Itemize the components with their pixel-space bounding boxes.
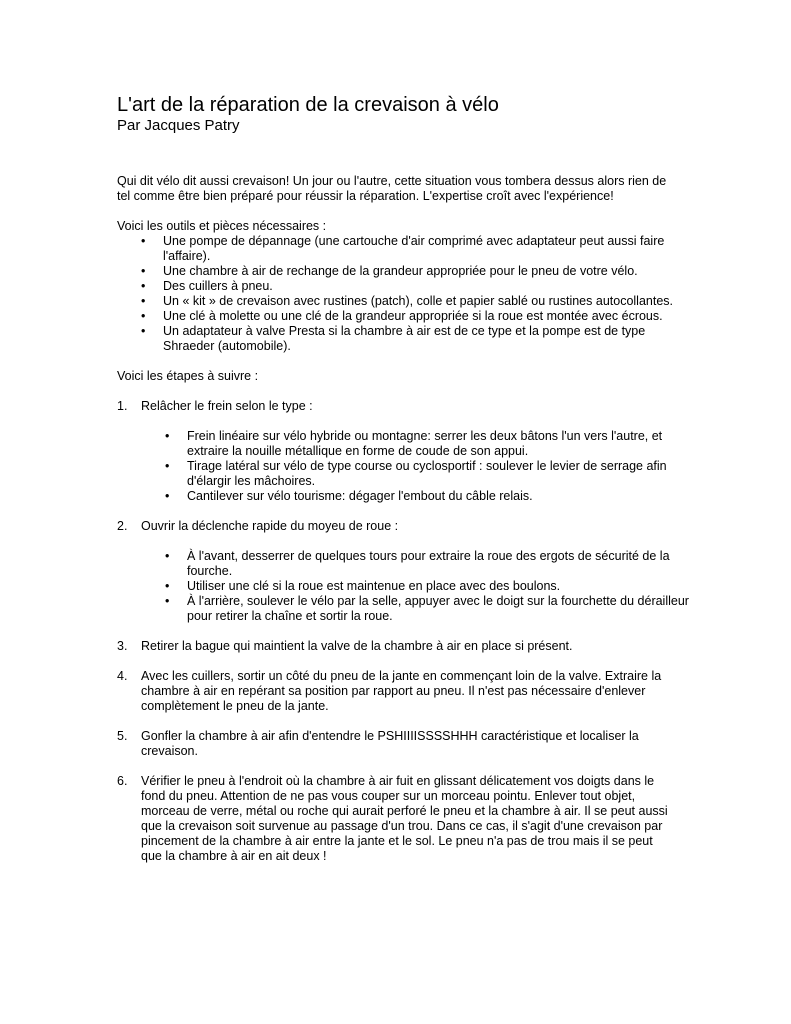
step-2-sublist: [165, 549, 701, 624]
document-page: [117, 93, 689, 879]
list-item: • Une chambre à air de rechange de la grandeur appropriée pour le pneu de votre vélo.: [117, 264, 677, 279]
step-5: [117, 729, 677, 759]
step-number: 5.: [117, 729, 128, 743]
list-item: • Une clé à molette ou une clé de la grandeur appropriée si la roue est montée avec écrous.: [117, 309, 677, 324]
step-3: [117, 639, 677, 654]
list-item: • Des cuillers à pneu.: [117, 279, 677, 294]
tools-lead: Voici les outils et pièces nécessaires :: [117, 219, 327, 233]
step-4: [117, 669, 677, 714]
step-number: 3.: [117, 639, 128, 653]
step-number: 6.: [117, 774, 128, 788]
step-number: 4.: [117, 669, 128, 683]
document-author: Par Jacques Patry: [117, 117, 240, 134]
list-item: • Utiliser une clé si la roue est maintenue en place avec des boulons.: [165, 579, 701, 594]
list-item: • Un « kit » de crevaison avec rustines (patch), colle et papier sablé ou rustines autocollantes.: [117, 294, 677, 309]
step-1-sublist: [165, 429, 701, 504]
tools-list: [117, 234, 677, 354]
step-number: 2.: [117, 519, 128, 533]
step-6: [117, 774, 677, 864]
intro-paragraph: Qui dit vélo dit aussi crevaison! Un jour ou l'autre, cette situation vous tombera dessus alors rien de tel comme être bien préparé pour réussir la réparation. L'expertise croît avec l'expérience!: [117, 174, 667, 203]
step-text: Ouvrir la déclenche rapide du moyeu de roue :: [141, 519, 399, 533]
list-item: • Tirage latéral sur vélo de type course ou cyclosportif : soulever le levier de serrage afin d'élargir les mâchoires.: [165, 459, 701, 489]
steps-list: [117, 399, 689, 864]
step-text: Retirer la bague qui maintient la valve de la chambre à air en place si présent.: [141, 639, 573, 653]
step-text: Gonfler la chambre à air afin d'entendre le PSHIIIISSSSHHH caractéristique et localiser la crevaison.: [141, 729, 639, 758]
list-item: • À l'arrière, soulever le vélo par la selle, appuyer avec le doigt sur la fourchette du dérailleur pour retirer la chaîne et sortir la roue.: [165, 594, 701, 624]
list-item: • Cantilever sur vélo tourisme: dégager l'embout du câble relais.: [165, 489, 701, 504]
step-text: Vérifier le pneu à l'endroit où la chambre à air fuit en glissant délicatement vos doigts dans le fond du pneu. Attention de ne pas vous couper sur un morceau pointu. Enlever tout objet, morceau de verre, métal ou roche qui aurait perforé le pneu et la chambre à air. Il se peut aussi que la crevaison soit survenue au passage d'un trou. Dans ce cas, il s'agit d'une crevaison par pincement de la chambre à air entre la jante et le sol. Le pneu n'a pas de trou mais il se peut que la chambre à air en ait deux !: [141, 774, 668, 863]
list-item: • Frein linéaire sur vélo hybride ou montagne: serrer les deux bâtons l'un vers l'autre, et extraire la nouille métallique en forme de coude de son appui.: [165, 429, 701, 459]
step-text: Relâcher le frein selon le type :: [141, 399, 313, 413]
list-item: • À l'avant, desserrer de quelques tours pour extraire la roue des ergots de sécurité de la fourche.: [165, 549, 701, 579]
step-number: 1.: [117, 399, 128, 413]
document-title: L'art de la réparation de la crevaison à vélo: [117, 94, 499, 116]
step-2: [117, 519, 689, 624]
step-1: [117, 399, 677, 504]
list-item: • Une pompe de dépannage (une cartouche d'air comprimé avec adaptateur peut aussi faire l'affaire).: [117, 234, 677, 264]
list-item: • Un adaptateur à valve Presta si la chambre à air est de ce type et la pompe est de type Shraeder (automobile).: [117, 324, 677, 354]
steps-lead: Voici les étapes à suivre :: [117, 369, 259, 383]
step-text: Avec les cuillers, sortir un côté du pneu de la jante en commençant loin de la valve. Extraire la chambre à air en repérant sa position par rapport au pneu. Il n'est pas nécessaire d'enlever complètement le pneu de la jante.: [141, 669, 662, 713]
